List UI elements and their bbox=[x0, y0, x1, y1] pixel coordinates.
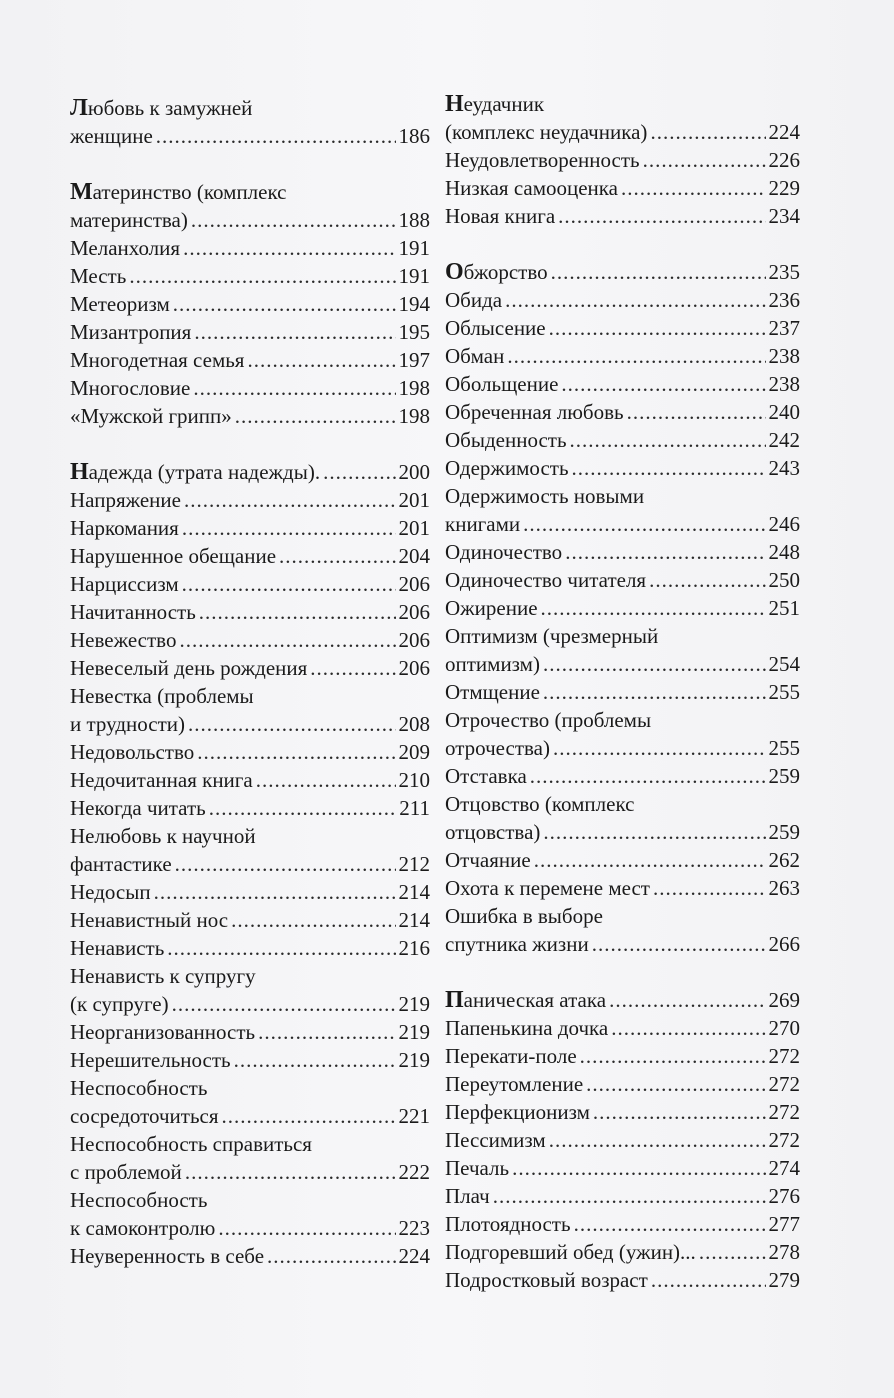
dot-leader bbox=[154, 878, 396, 906]
entry-term: Обольщение bbox=[445, 372, 559, 396]
index-entry bbox=[445, 286, 800, 314]
entry-term: Перфекционизм bbox=[445, 1100, 590, 1124]
entry-term: книгами bbox=[445, 512, 521, 536]
entry-term: (к супруге) bbox=[70, 992, 169, 1016]
page-number: 279 bbox=[768, 1268, 800, 1292]
page-number: 269 bbox=[768, 988, 800, 1012]
page-number: 259 bbox=[768, 820, 800, 844]
index-entry bbox=[70, 402, 430, 430]
dot-leader bbox=[185, 1158, 396, 1186]
page-number: 210 bbox=[398, 768, 430, 792]
entry-term: Облысение bbox=[445, 316, 546, 340]
entry-term: Отчаяние bbox=[445, 848, 531, 872]
dot-leader bbox=[621, 174, 765, 202]
page-number: 208 bbox=[398, 712, 430, 736]
index-entry bbox=[70, 1046, 430, 1074]
index-entry bbox=[445, 1210, 800, 1238]
dot-leader bbox=[193, 374, 395, 402]
entry-term: Ожирение bbox=[445, 596, 538, 620]
page-number: 237 bbox=[768, 316, 800, 340]
index-entry bbox=[445, 1098, 800, 1126]
dot-leader bbox=[580, 1042, 766, 1070]
index-entry bbox=[70, 234, 430, 262]
entry-term: Нарушенное обещание bbox=[70, 544, 277, 568]
index-entry-line: Неспособность bbox=[70, 1076, 208, 1100]
dot-leader bbox=[209, 794, 397, 822]
entry-term: Неудовлетворенность bbox=[445, 148, 640, 172]
page-number: 221 bbox=[398, 1104, 430, 1128]
page-number: 198 bbox=[398, 376, 430, 400]
entry-term: Обыденность bbox=[445, 428, 567, 452]
dot-leader bbox=[182, 570, 396, 598]
index-entry-line: Оптимизм (чрезмерный bbox=[445, 624, 659, 648]
page-number: 212 bbox=[398, 852, 430, 876]
page-number: 250 bbox=[768, 568, 800, 592]
dot-leader bbox=[543, 650, 766, 678]
index-entry bbox=[445, 734, 800, 762]
page-number: 204 bbox=[398, 544, 430, 568]
index-entry bbox=[445, 118, 800, 146]
entry-term: Отставка bbox=[445, 764, 527, 788]
entry-term: Обида bbox=[445, 288, 503, 312]
dot-leader bbox=[129, 262, 395, 290]
dot-leader bbox=[593, 1098, 766, 1126]
dot-leader bbox=[574, 1210, 766, 1238]
page-number: 197 bbox=[398, 348, 430, 372]
page-number: 206 bbox=[398, 600, 430, 624]
page-number: 214 bbox=[398, 880, 430, 904]
entry-term: материнства) bbox=[70, 208, 188, 232]
page-number: 262 bbox=[768, 848, 800, 872]
entry-term: отцовства) bbox=[445, 820, 541, 844]
entry-term: Мизантропия bbox=[70, 320, 192, 344]
index-entry-line: Любовь к замужней bbox=[70, 95, 253, 121]
entry-term: Плач bbox=[445, 1184, 490, 1208]
entry-term: Одиночество читателя bbox=[445, 568, 647, 592]
dot-leader bbox=[199, 598, 396, 626]
index-entry-line: Материнство (комплекс bbox=[70, 179, 287, 205]
entry-term: Надежда (утрата надежды). bbox=[70, 459, 321, 485]
index-entry bbox=[445, 1014, 800, 1042]
page-number: 216 bbox=[398, 936, 430, 960]
index-entry bbox=[445, 650, 800, 678]
page-number: 195 bbox=[398, 320, 430, 344]
index-entry bbox=[70, 598, 430, 626]
entry-term: к самоконтролю bbox=[70, 1216, 216, 1240]
page-number: 214 bbox=[398, 908, 430, 932]
index-entry bbox=[445, 342, 800, 370]
entry-term: Пессимизм bbox=[445, 1128, 546, 1152]
page-number: 186 bbox=[398, 124, 430, 148]
entry-term: Отмщение bbox=[445, 680, 540, 704]
index-entry bbox=[70, 934, 430, 962]
page-number: 246 bbox=[768, 512, 800, 536]
page-number: 219 bbox=[398, 1048, 430, 1072]
index-entry bbox=[70, 122, 430, 150]
entry-term: Напряжение bbox=[70, 488, 181, 512]
index-entry bbox=[445, 1154, 800, 1182]
entry-term: Переутомление bbox=[445, 1072, 584, 1096]
entry-term: Метеоризм bbox=[70, 292, 170, 316]
page-number: 272 bbox=[768, 1100, 800, 1124]
dot-leader bbox=[530, 762, 766, 790]
index-entry bbox=[70, 486, 430, 514]
index-entry bbox=[445, 258, 800, 286]
index-entry bbox=[70, 206, 430, 234]
page-number: 251 bbox=[768, 596, 800, 620]
page-number: 274 bbox=[768, 1156, 800, 1180]
entry-term: Ненавистный нос bbox=[70, 908, 229, 932]
entry-term: Неуверенность в себе bbox=[70, 1244, 265, 1268]
entry-term: Наркомания bbox=[70, 516, 179, 540]
dot-leader bbox=[184, 486, 396, 514]
dot-leader bbox=[183, 234, 395, 262]
dot-leader bbox=[172, 990, 396, 1018]
page-number: 238 bbox=[768, 344, 800, 368]
dot-leader bbox=[218, 1214, 395, 1242]
page-number: 242 bbox=[768, 428, 800, 452]
index-entry bbox=[70, 710, 430, 738]
dot-leader bbox=[653, 874, 766, 902]
index-entry bbox=[70, 570, 430, 598]
dot-leader bbox=[507, 342, 765, 370]
entry-term: Подгоревший обед (ужин)... bbox=[445, 1240, 696, 1264]
dot-leader bbox=[592, 930, 766, 958]
entry-term: Обреченная любовь bbox=[445, 400, 624, 424]
page-number: 236 bbox=[768, 288, 800, 312]
entry-term: Ненависть bbox=[70, 936, 165, 960]
index-entry-line: Невестка (проблемы bbox=[70, 684, 254, 708]
entry-term: Невеселый день рождения bbox=[70, 656, 308, 680]
page-number: 206 bbox=[398, 656, 430, 680]
index-entry bbox=[445, 1238, 800, 1266]
index-entry bbox=[70, 1102, 430, 1130]
dot-leader bbox=[649, 566, 765, 594]
entry-term: Месть bbox=[70, 264, 127, 288]
page-number: 248 bbox=[768, 540, 800, 564]
page-number: 229 bbox=[768, 176, 800, 200]
index-entry bbox=[70, 374, 430, 402]
dot-leader bbox=[572, 454, 766, 482]
entry-term: с проблемой bbox=[70, 1160, 182, 1184]
dot-leader bbox=[234, 1046, 396, 1074]
index-entry-line: Отрочество (проблемы bbox=[445, 708, 652, 732]
dot-leader bbox=[188, 710, 396, 738]
index-entry bbox=[70, 878, 430, 906]
dot-leader bbox=[561, 370, 765, 398]
index-entry bbox=[70, 990, 430, 1018]
dot-leader bbox=[191, 206, 396, 234]
page-number: 201 bbox=[398, 488, 430, 512]
page-number: 255 bbox=[768, 680, 800, 704]
index-entry bbox=[70, 654, 430, 682]
page-number: 223 bbox=[398, 1216, 430, 1240]
page-number: 191 bbox=[398, 264, 430, 288]
page-number: 188 bbox=[398, 208, 430, 232]
page-number: 263 bbox=[768, 876, 800, 900]
index-entry bbox=[70, 458, 430, 486]
index-entry bbox=[70, 1242, 430, 1270]
entry-term: Плотоядность bbox=[445, 1212, 571, 1236]
page-number: 254 bbox=[768, 652, 800, 676]
entry-term: фантастике bbox=[70, 852, 172, 876]
page-number: 235 bbox=[768, 260, 800, 284]
page-number: 278 bbox=[768, 1240, 800, 1264]
entry-term: Меланхолия bbox=[70, 236, 181, 260]
index-entry bbox=[445, 594, 800, 622]
page-number: 206 bbox=[398, 572, 430, 596]
page-number: 243 bbox=[768, 456, 800, 480]
dot-leader bbox=[643, 146, 766, 174]
dot-leader bbox=[553, 734, 766, 762]
index-entry bbox=[445, 762, 800, 790]
entry-term: Недосып bbox=[70, 880, 151, 904]
page-number: 200 bbox=[398, 460, 430, 484]
dot-leader bbox=[256, 766, 396, 794]
entry-term: Одержимость bbox=[445, 456, 569, 480]
dot-leader bbox=[699, 1238, 766, 1266]
entry-term: Паническая атака bbox=[445, 987, 607, 1013]
page-number: 259 bbox=[768, 764, 800, 788]
dot-leader bbox=[267, 1242, 395, 1270]
entry-term: Перекати-поле bbox=[445, 1044, 577, 1068]
page-number: 198 bbox=[398, 404, 430, 428]
entry-term: сосредоточиться bbox=[70, 1104, 219, 1128]
dot-leader bbox=[182, 514, 396, 542]
entry-term: и трудности) bbox=[70, 712, 185, 736]
page-number: 266 bbox=[768, 932, 800, 956]
index-entry bbox=[70, 1214, 430, 1242]
entry-term: «Мужской грипп» bbox=[70, 404, 232, 428]
entry-term: Нерешительность bbox=[70, 1048, 231, 1072]
index-entry bbox=[445, 174, 800, 202]
page-number: 219 bbox=[398, 1020, 430, 1044]
page-number: 191 bbox=[398, 236, 430, 260]
index-entry bbox=[70, 794, 430, 822]
index-entry bbox=[70, 1158, 430, 1186]
entry-term: Низкая самооценка bbox=[445, 176, 619, 200]
page-number: 201 bbox=[398, 516, 430, 540]
index-entry bbox=[445, 454, 800, 482]
dot-leader bbox=[258, 1018, 395, 1046]
dot-leader bbox=[523, 510, 765, 538]
dot-leader bbox=[650, 118, 765, 146]
entry-term: Начитанность bbox=[70, 600, 196, 624]
dot-leader bbox=[323, 458, 395, 486]
dot-leader bbox=[235, 402, 396, 430]
dot-leader bbox=[310, 654, 395, 682]
entry-term: Обжорство bbox=[445, 259, 548, 285]
index-entry bbox=[445, 1266, 800, 1294]
dot-leader bbox=[543, 678, 766, 706]
page-number: 219 bbox=[398, 992, 430, 1016]
page-number: 224 bbox=[768, 120, 800, 144]
index-entry-line: Одержимость новыми bbox=[445, 484, 645, 508]
index-entry bbox=[445, 146, 800, 174]
dot-leader bbox=[627, 398, 766, 426]
dot-leader bbox=[558, 202, 765, 230]
page-number: 222 bbox=[398, 1160, 430, 1184]
dot-leader bbox=[534, 846, 766, 874]
entry-term: Охота к перемене мест bbox=[445, 876, 650, 900]
index-entry bbox=[445, 426, 800, 454]
dot-leader bbox=[222, 1102, 396, 1130]
page-number: 211 bbox=[399, 796, 430, 820]
index-entry bbox=[70, 542, 430, 570]
index-entry bbox=[445, 510, 800, 538]
dot-leader bbox=[493, 1182, 766, 1210]
page-number: 277 bbox=[768, 1212, 800, 1236]
index-entry bbox=[70, 850, 430, 878]
entry-term: (комплекс неудачника) bbox=[445, 120, 648, 144]
entry-term: Некогда читать bbox=[70, 796, 206, 820]
dot-leader bbox=[197, 738, 395, 766]
entry-term: спутника жизни bbox=[445, 932, 589, 956]
index-entry-line: Ошибка в выборе bbox=[445, 904, 603, 928]
page-number: 270 bbox=[768, 1016, 800, 1040]
index-entry bbox=[445, 986, 800, 1014]
dot-leader bbox=[651, 1266, 766, 1294]
dot-leader bbox=[179, 626, 395, 654]
dot-leader bbox=[543, 818, 765, 846]
index-entry bbox=[445, 538, 800, 566]
dot-leader bbox=[194, 318, 395, 346]
dot-leader bbox=[247, 346, 395, 374]
index-entry bbox=[70, 318, 430, 346]
index-entry-line: Ненависть к супругу bbox=[70, 964, 256, 988]
dot-leader bbox=[611, 1014, 765, 1042]
page-number: 276 bbox=[768, 1184, 800, 1208]
dot-leader bbox=[565, 538, 765, 566]
dot-leader bbox=[541, 594, 766, 622]
page-number: 206 bbox=[398, 628, 430, 652]
dot-leader bbox=[512, 1154, 765, 1182]
index-entry bbox=[70, 514, 430, 542]
page-number: 234 bbox=[768, 204, 800, 228]
page-number: 226 bbox=[768, 148, 800, 172]
index-entry-line: Нелюбовь к научной bbox=[70, 824, 256, 848]
dot-leader bbox=[175, 850, 396, 878]
entry-term: Печаль bbox=[445, 1156, 510, 1180]
entry-term: Многословие bbox=[70, 376, 191, 400]
dot-leader bbox=[505, 286, 765, 314]
entry-term: Подростковый возраст bbox=[445, 1268, 648, 1292]
page-number: 255 bbox=[768, 736, 800, 760]
index-entry bbox=[70, 346, 430, 374]
entry-term: отрочества) bbox=[445, 736, 550, 760]
index-entry bbox=[445, 370, 800, 398]
page-number: 272 bbox=[768, 1072, 800, 1096]
entry-term: Недочитанная книга bbox=[70, 768, 253, 792]
entry-term: женщине bbox=[70, 124, 153, 148]
entry-term: Нарциссизм bbox=[70, 572, 179, 596]
index-entry bbox=[70, 906, 430, 934]
entry-term: Папенькина дочка bbox=[445, 1016, 609, 1040]
index-entry bbox=[445, 1042, 800, 1070]
dot-leader bbox=[609, 986, 765, 1014]
index-entry bbox=[445, 1070, 800, 1098]
entry-term: Одиночество bbox=[445, 540, 563, 564]
index-entry bbox=[70, 1018, 430, 1046]
index-entry bbox=[445, 818, 800, 846]
index-entry-line: Неспособность справиться bbox=[70, 1132, 312, 1156]
index-entry bbox=[445, 1126, 800, 1154]
entry-term: Обман bbox=[445, 344, 505, 368]
entry-term: Невежество bbox=[70, 628, 177, 652]
dot-leader bbox=[156, 122, 396, 150]
entry-term: Неорганизованность bbox=[70, 1020, 256, 1044]
dot-leader bbox=[279, 542, 395, 570]
index-entry bbox=[445, 846, 800, 874]
entry-term: Новая книга bbox=[445, 204, 556, 228]
dot-leader bbox=[551, 258, 766, 286]
index-entry-line: Неспособность bbox=[70, 1188, 208, 1212]
index-entry-line: Отцовство (комплекс bbox=[445, 792, 635, 816]
page-number: 209 bbox=[398, 740, 430, 764]
dot-leader bbox=[549, 1126, 766, 1154]
dot-leader bbox=[570, 426, 766, 454]
page-number: 194 bbox=[398, 292, 430, 316]
dot-leader bbox=[167, 934, 395, 962]
index-entry bbox=[445, 930, 800, 958]
index-entry bbox=[70, 262, 430, 290]
index-entry bbox=[445, 566, 800, 594]
dot-leader bbox=[173, 290, 396, 318]
page-number: 224 bbox=[398, 1244, 430, 1268]
index-entry bbox=[70, 738, 430, 766]
entry-term: Недовольство bbox=[70, 740, 195, 764]
index-entry bbox=[445, 1182, 800, 1210]
index-entry bbox=[445, 398, 800, 426]
page-number: 272 bbox=[768, 1128, 800, 1152]
page-number: 272 bbox=[768, 1044, 800, 1068]
index-entry bbox=[70, 766, 430, 794]
dot-leader bbox=[586, 1070, 765, 1098]
page-number: 240 bbox=[768, 400, 800, 424]
page-number: 238 bbox=[768, 372, 800, 396]
dot-leader bbox=[231, 906, 395, 934]
index-entry bbox=[70, 290, 430, 318]
index-entry bbox=[445, 314, 800, 342]
index-entry-line: Неудачник bbox=[445, 91, 545, 117]
index-entry bbox=[445, 678, 800, 706]
index-entry bbox=[70, 626, 430, 654]
entry-term: оптимизм) bbox=[445, 652, 540, 676]
dot-leader bbox=[549, 314, 766, 342]
entry-term: Многодетная семья bbox=[70, 348, 245, 372]
index-entry bbox=[445, 202, 800, 230]
index-entry bbox=[445, 874, 800, 902]
